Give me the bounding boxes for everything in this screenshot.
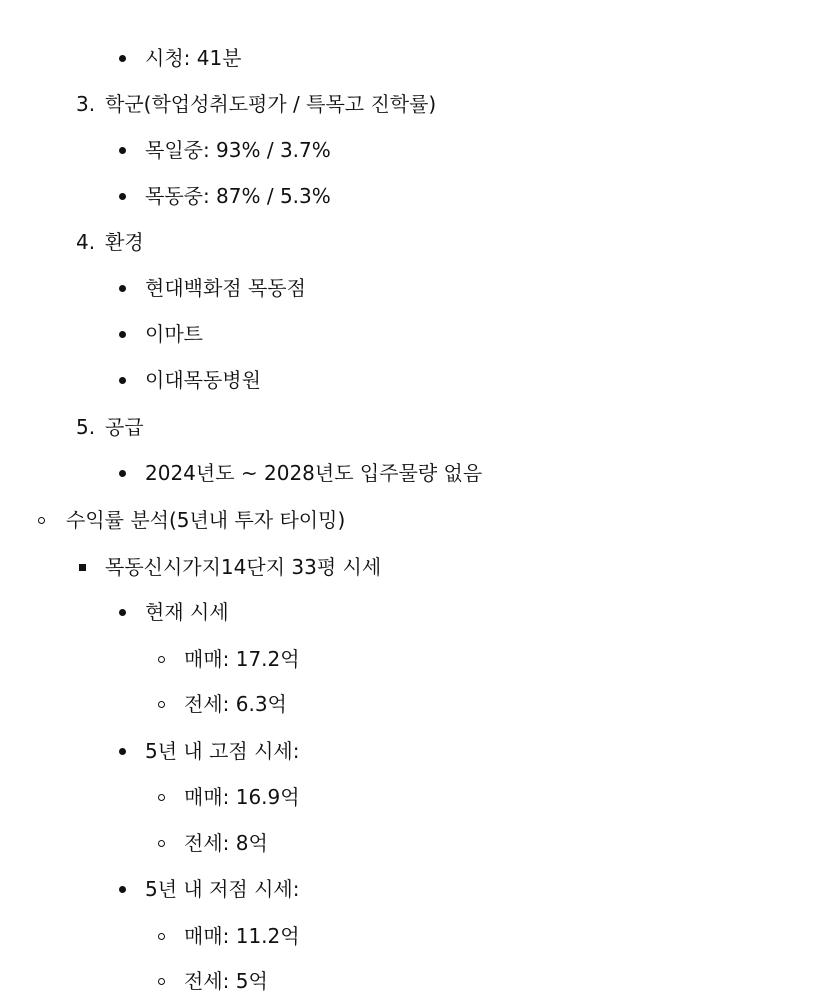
list-item-text: 현재 시세 [145, 600, 229, 624]
list-item-text: 5년 내 저점 시세: [145, 877, 300, 901]
list-item-text: 2024년도 ~ 2028년도 입주물량 없음 [145, 461, 483, 485]
list-item-text: 전세: 5억 [184, 969, 268, 993]
list-item-text: 수익률 분석(5년내 투자 타이밍) [66, 508, 346, 532]
hollow-bullet-icon [158, 794, 165, 801]
list-item-text: 현대백화점 목동점 [145, 276, 306, 300]
list-item-text: 목동중: 87% / 5.3% [145, 184, 331, 208]
list-item-text: 환경 [105, 230, 144, 254]
list-item-text: 매매: 16.9억 [184, 785, 300, 809]
bullet-icon [119, 193, 126, 200]
item-number: 5. [76, 415, 96, 439]
list-item-text: 매매: 11.2억 [184, 924, 300, 948]
list-item-text: 이대목동병원 [145, 368, 261, 392]
bullet-icon [119, 748, 126, 755]
list-item-text: 목일중: 93% / 3.7% [145, 138, 331, 162]
list-item-text: 매매: 17.2억 [184, 647, 300, 671]
hollow-bullet-icon [158, 933, 165, 940]
list-item-text: 목동신시가지14단지 33평 시세 [105, 555, 382, 579]
list-item-text: 공급 [105, 415, 144, 439]
bullet-icon [119, 285, 126, 292]
bullet-icon [119, 470, 126, 477]
list-item-text: 이마트 [145, 322, 203, 346]
bullet-icon [119, 886, 126, 893]
list-item-text: 5년 내 고점 시세: [145, 739, 300, 763]
bullet-icon [119, 55, 126, 62]
bullet-icon [119, 609, 126, 616]
list-item-text: 학군(학업성취도평가 / 특목고 진학률) [105, 92, 437, 116]
list-item-text: 전세: 8억 [184, 831, 268, 855]
bullet-icon [119, 147, 126, 154]
hollow-bullet-icon [38, 517, 45, 524]
square-bullet-icon [79, 564, 86, 571]
item-number: 3. [76, 92, 96, 116]
hollow-bullet-icon [158, 840, 165, 847]
hollow-bullet-icon [158, 978, 165, 985]
bullet-icon [119, 331, 126, 338]
hollow-bullet-icon [158, 656, 165, 663]
hollow-bullet-icon [158, 701, 165, 708]
list-item-text: 시청: 41분 [145, 46, 242, 70]
bullet-icon [119, 377, 126, 384]
list-item-text: 전세: 6.3억 [184, 692, 287, 716]
item-number: 4. [76, 230, 96, 254]
